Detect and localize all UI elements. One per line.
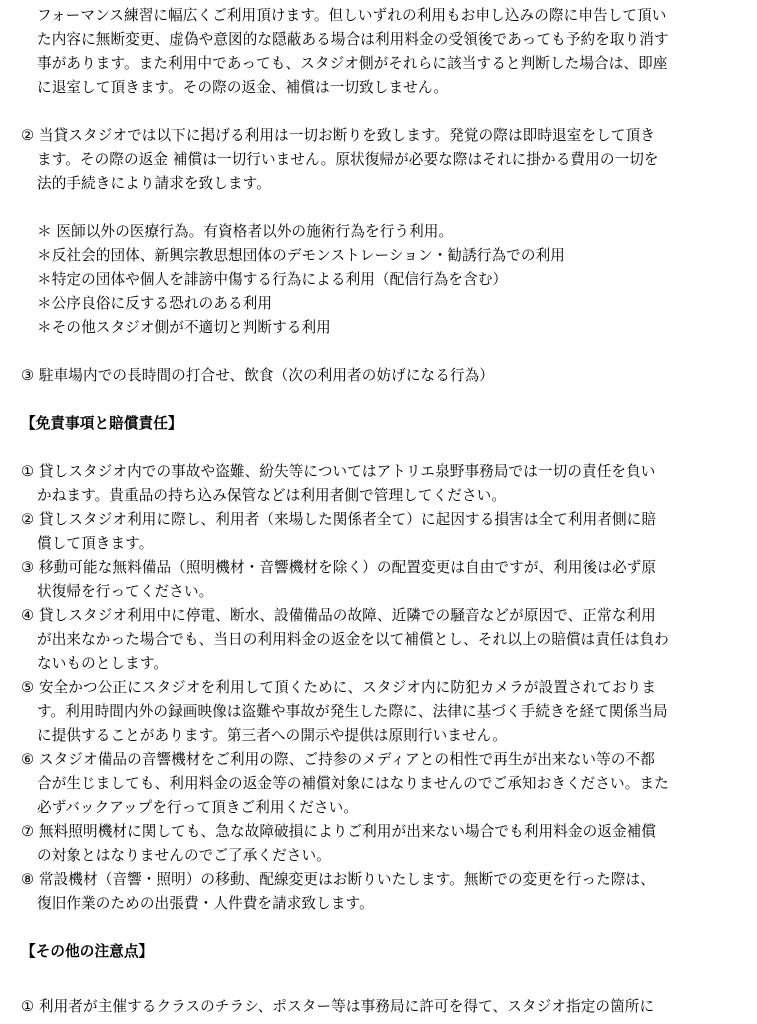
- section-heading-other: 【その他の注意点】: [21, 943, 154, 960]
- liability-item-8: ⑧ 常設機材（音響・照明）の移動、配線変更はお断りいたします。無断での変更を行った際は、: [21, 871, 655, 888]
- liability-item-4: ④ 貸しスタジオ利用中に停電、断水、設備備品の故障、近隣での騒音などが原因で、正常な利用: [21, 607, 656, 624]
- paragraph-line: す。利用時間内外の録画映像は盗難や事故が発生した際に、法律に基づく手続きを経て関係当局: [37, 703, 668, 720]
- liability-item-2: ② 貸しスタジオ利用に際し、利用者（来場した関係者全て）に起因する損害は全て利用者側に賠: [21, 511, 657, 528]
- paragraph-line: フォーマンス練習に幅広くご利用頂けます。但しいずれの利用もお申し込みの際に申告して頂い: [37, 7, 667, 24]
- paragraph-line: に提供することがあります。第三者への開示や提供は原則行いません。: [37, 727, 507, 744]
- prohibited-list-item: ＊特定の団体や個人を誹謗中傷する行為による利用（配信行為を含む）: [37, 271, 508, 288]
- paragraph-line: た内容に無断変更、虚偽や意図的な隠蔽ある場合は利用料金の受領後であっても予約を取り消す: [37, 31, 669, 48]
- prohibited-list-item: ＊その他スタジオ側が不適切と判断する利用: [37, 319, 331, 336]
- paragraph-line: かねます。貴重品の持ち込み保管などは利用者側で管理してください。: [37, 487, 507, 504]
- paragraph-line: の対象とはなりませんのでご了承ください。: [37, 847, 331, 864]
- paragraph-line: に退室して頂きます。その際の返金、補償は一切致しません。: [37, 79, 449, 96]
- liability-item-7: ⑦ 無料照明機材に関しても、急な故障破損によりご利用が出来ない場合でも利用料金の返金補償: [21, 823, 657, 840]
- liability-item-1: ① 貸しスタジオ内での事故や盗難、紛失等についてはアトリエ泉野事務局では一切の責任を負い: [21, 463, 656, 480]
- paragraph-line: 必ずバックアップを行って頂きご利用ください。: [37, 799, 359, 816]
- liability-item-5: ⑤ 安全かつ公正にスタジオを利用して頂くために、スタジオ内に防犯カメラが設置されておりま: [21, 679, 657, 696]
- rule-item-3: ③ 駐車場内での長時間の打合せ、飲食（次の利用者の妨げになる行為）: [21, 367, 494, 384]
- rule-item-2: ② 当貸スタジオでは以下に掲げる利用は一切お断りを致します。発覚の際は即時退室をして頂き: [21, 127, 655, 144]
- paragraph-line: 状復帰を行ってください。: [37, 583, 214, 600]
- other-item-1: ① 利用者が主催するクラスのチラシ、ポスター等は事務局に許可を得て、スタジオ指定の箇所に: [21, 998, 655, 1015]
- paragraph-line: ます。その際の返金 補償は一切行いません。原状復帰が必要な際はそれに掛かる費用の一切を: [37, 151, 659, 168]
- prohibited-list-item: ＊公序良俗に反する恐れのある利用: [37, 295, 273, 312]
- liability-item-6: ⑥ スタジオ備品の音響機材をご利用の際、ご持参のメディアとの相性で再生が出来ない等の不都: [21, 751, 655, 768]
- paragraph-line: が出来なかった場合でも、当日の利用料金の返金を以て補償とし、それ以上の賠償は責任は負わ: [37, 631, 669, 648]
- paragraph-line: 法的手続きにより請求を致します。: [37, 175, 271, 192]
- liability-item-3: ③ 移動可能な無料備品（照明機材・音響機材を除く）の配置変更は自由ですが、利用後は必ず原: [21, 559, 657, 576]
- paragraph-line: 事があります。また利用中であっても、スタジオ側がそれらに該当すると判断した場合は、即座: [37, 55, 668, 72]
- paragraph-line: 償して頂きます。: [37, 535, 154, 552]
- prohibited-list-item: ＊反社会的団体、新興宗教思想団体のデモンストレーション・勧誘行為での利用: [37, 247, 565, 264]
- paragraph-line: ないものとします。: [37, 655, 169, 672]
- section-heading-liability: 【免責事項と賠償責任】: [21, 415, 183, 432]
- prohibited-list-item: ＊ 医師以外の医療行為。有資格者以外の施術行為を行う利用。: [37, 223, 454, 240]
- paragraph-line: 復旧作業のための出張費・人件費を請求致します。: [37, 895, 374, 912]
- paragraph-line: 合が生じましても、利用料金の返金等の補償対象にはなりませんのでご承知おきください。また: [37, 775, 669, 792]
